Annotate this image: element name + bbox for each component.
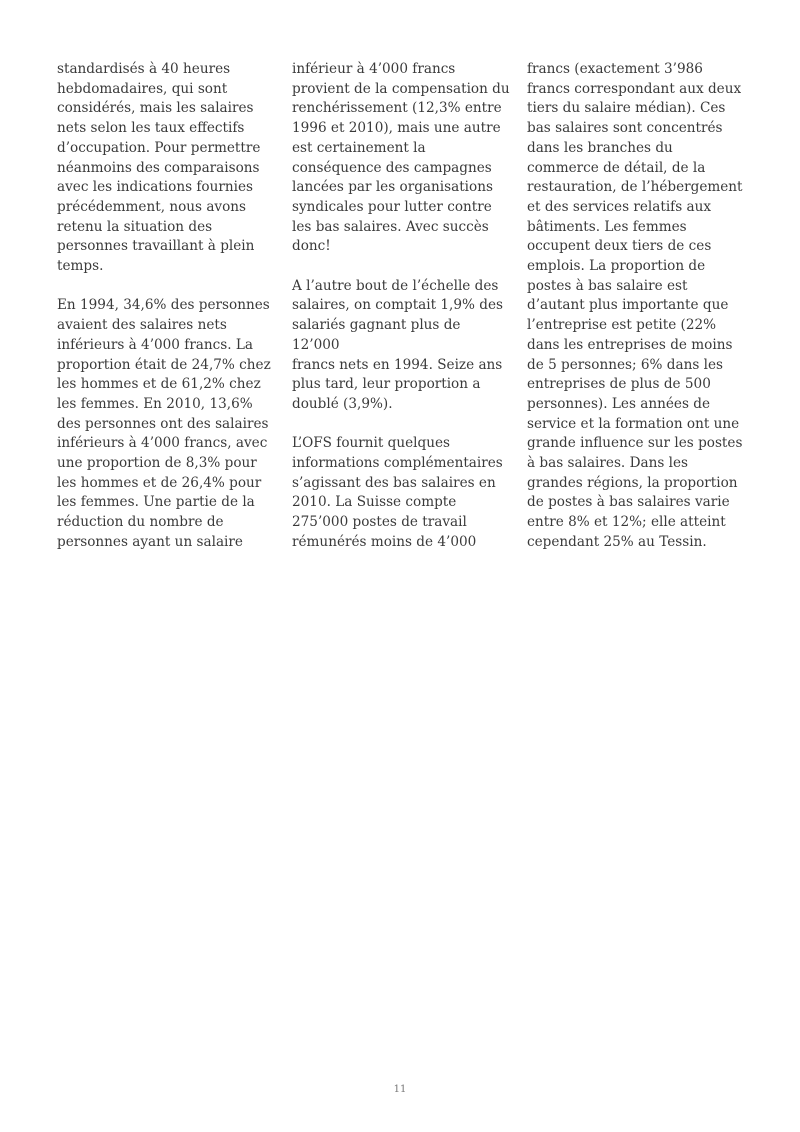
paragraph: standardisés à 40 heures hebdomadaires, qui sont considérés, mais les salaires nets selon les taux effectifs d’occupation. Pour permettre néanmoins des comparaisons avec les indications fournies précédemment, nous avons retenu la situation des personnes travaillant à plein temps.: [57, 61, 261, 275]
paragraph: inférieur à 4’000 francs provient de la compensation du renchérissement (12,3% entre 1996 et 2010), mais une autre est certainement la conséquence des campagnes lancées par les organisations syndicales pour lutter contre les bas salaires. Avec succès donc!: [292, 61, 510, 255]
text-column-3: [527, 60, 752, 572]
text-column-2: [292, 60, 512, 572]
page-number: 11: [393, 1084, 407, 1095]
paragraph: L’OFS fournit quelques informations complémentaires s’agissant des bas salaires en 2010. La Suisse compte 275’000 postes de travail rémunérés moins de 4’000: [292, 435, 503, 550]
paragraph: En 1994, 34,6% des personnes avaient des salaires nets inférieurs à 4’000 francs. La proportion était de 24,7% chez les hommes et de 61,2% chez les femmes. En 2010, 13,6% des personnes ont des salaires inférieurs à 4’000 francs, avec une proportion de 8,3% pour les hommes et de 26,4% pour les femmes. Une partie de la réduction du nombre de personnes ayant un salaire: [57, 297, 271, 550]
text-column-1: [57, 60, 272, 572]
paragraph: A l’autre bout de l’échelle des salaires, on comptait 1,9% des salariés gagnant plus de 12’000 francs nets en 1994. Seize ans plus tard, leur proportion a doublé (3,9%).: [292, 277, 503, 412]
paragraph: francs (exactement 3’986 francs correspondant aux deux tiers du salaire médian). Ces bas salaires sont concentrés dans les branches du commerce de détail, de la restauration, de l’hébergement et des services relatifs aux bâtiments. Les femmes occupent deux tiers de ces emplois. La proportion de postes à bas salaire est d’autant plus importante que l’entreprise est petite (22% dans les entreprises de moins de 5 personnes; 6% dans les entreprises de plus de 500 personnes). Les années de service et la formation ont une grande influence sur les postes à bas salaires. Dans les grandes régions, la proportion de postes à bas salaires varie entre 8% et 12%; elle atteint cependant 25% au Tessin.: [527, 61, 743, 550]
